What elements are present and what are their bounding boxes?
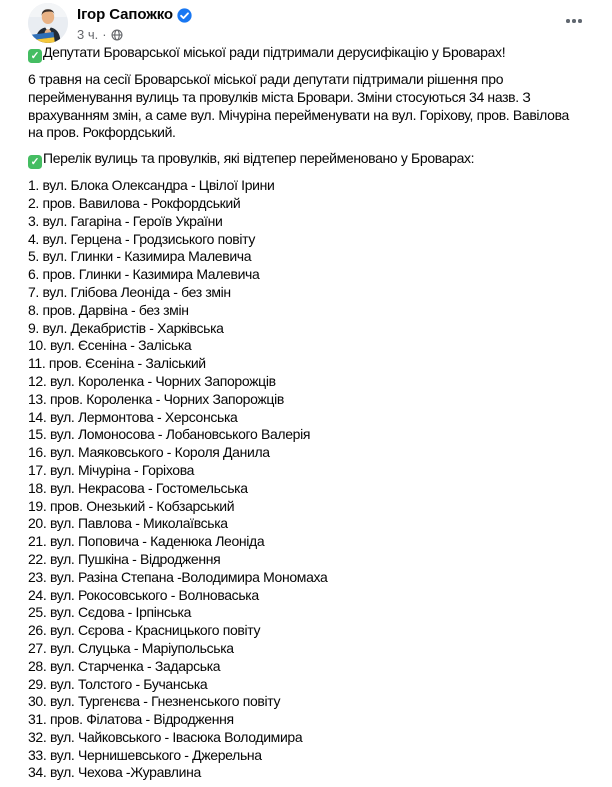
street-rename-item: 10. вул. Єсеніна - Заліська — [28, 337, 192, 354]
author-name[interactable]: Ігор Сапожко — [77, 6, 173, 23]
street-rename-item: 21. вул. Поповича - Каденюка Леоніда — [28, 533, 265, 550]
street-rename-item: 1. вул. Блока Олександра - Цвілої Ірини — [28, 177, 275, 194]
more-options-button[interactable] — [558, 9, 590, 33]
post-intro-text: Депутати Броварської міської ради підтримали дерусифікацію у Броварах! — [43, 44, 506, 60]
street-rename-item: 34. вул. Чехова -Журавлина — [28, 764, 201, 781]
street-rename-item: 4. вул. Герцена - Гродзиського повіту — [28, 230, 255, 247]
street-rename-item: 27. вул. Слуцька - Маріупольська — [28, 639, 234, 656]
street-rename-item: 16. вул. Маяковського - Короля Данила — [28, 444, 270, 461]
street-rename-item: 24. вул. Рокосовського - Волноваська — [28, 586, 259, 603]
street-rename-item: 29. вул. Толстого - Бучанська — [28, 675, 208, 692]
street-rename-item: 23. вул. Разіна Степана -Володимира Мономаха — [28, 568, 328, 585]
street-rename-item: 12. вул. Короленка - Чорних Запорожців — [28, 372, 276, 389]
street-rename-item: 18. вул. Некрасова - Гостомельська — [28, 479, 248, 496]
ellipsis-dot-icon — [566, 19, 570, 23]
street-rename-item: 6. пров. Глинки - Казимира Малевича — [28, 266, 260, 283]
street-rename-item: 5. вул. Глинки - Казимира Малевича — [28, 248, 252, 265]
street-rename-item: 33. вул. Чернишевського - Джерельна — [28, 746, 262, 763]
street-rename-item: 25. вул. Сєдова - Ірпінська — [28, 604, 192, 621]
check-emoji-icon: ✓ — [28, 155, 42, 169]
post-meta — [77, 27, 192, 42]
street-rename-item: 3. вул. Гагаріна - Героїв України — [28, 212, 223, 229]
profile-avatar[interactable] — [28, 3, 68, 43]
meta-separator: · — [102, 27, 107, 42]
globe-privacy-icon — [111, 29, 123, 41]
street-rename-item: 9. вул. Декабристів - Харківська — [28, 319, 224, 336]
street-rename-list — [28, 177, 586, 782]
verified-badge-icon — [177, 8, 192, 23]
street-rename-item: 20. вул. Павлова - Миколаївська — [28, 515, 228, 532]
post-body — [28, 44, 586, 782]
street-rename-item: 11. пров. Єсеніна - Заліський — [28, 355, 206, 372]
list-intro-text: Перелік вулиць та провулків, які відтепер перейменовано у Броварах: — [43, 150, 475, 167]
avatar-image — [28, 3, 68, 43]
ellipsis-dot-icon — [578, 19, 582, 23]
ellipsis-dot-icon — [572, 19, 576, 23]
street-rename-item: 32. вул. Чайковського - Івасюка Володимира — [28, 728, 303, 745]
street-rename-item: 15. вул. Ломоносова - Лобановського Валерія — [28, 426, 311, 443]
post-paragraph: 6 травня на сесії Броварської міської ради депутати підтримали рішення про перейменування вулиць та провулків міста Бровари. Зміни стосуються 34 назв. З врахуванням змін, а саме вул. Мічуріна перейменувати на вул. Горіхову, пров. Вавілова на пров. Рокфордський. — [28, 71, 569, 141]
street-rename-item: 26. вул. Сєрова - Красницького повіту — [28, 622, 261, 639]
header-info — [77, 6, 192, 42]
timestamp[interactable]: 3 ч. — [77, 27, 99, 42]
street-rename-item: 14. вул. Лермонтова - Херсонська — [28, 408, 238, 425]
street-rename-item: 19. пров. Онезький - Кобзарський — [28, 497, 235, 514]
street-rename-item: 31. пров. Філатова - Відродження — [28, 711, 234, 728]
street-rename-item: 30. вул. Тургенєва - Гнезненського повіту — [28, 693, 281, 710]
street-rename-item: 2. пров. Вавилова - Рокфордський — [28, 194, 241, 211]
post-intro-line — [28, 44, 586, 63]
street-rename-item: 17. вул. Мічуріна - Горіхова — [28, 461, 195, 478]
street-rename-item: 22. вул. Пушкіна - Відродження — [28, 550, 221, 567]
post-header — [28, 3, 600, 43]
street-rename-item: 13. пров. Короленка - Чорних Запорожців — [28, 390, 284, 407]
check-emoji-icon: ✓ — [28, 49, 42, 63]
list-intro-line — [28, 150, 586, 169]
street-rename-item: 7. вул. Глібова Леоніда - без змін — [28, 283, 231, 300]
street-rename-item: 28. вул. Старченка - Задарська — [28, 657, 221, 674]
street-rename-item: 8. пров. Дарвіна - без змін — [28, 301, 189, 318]
